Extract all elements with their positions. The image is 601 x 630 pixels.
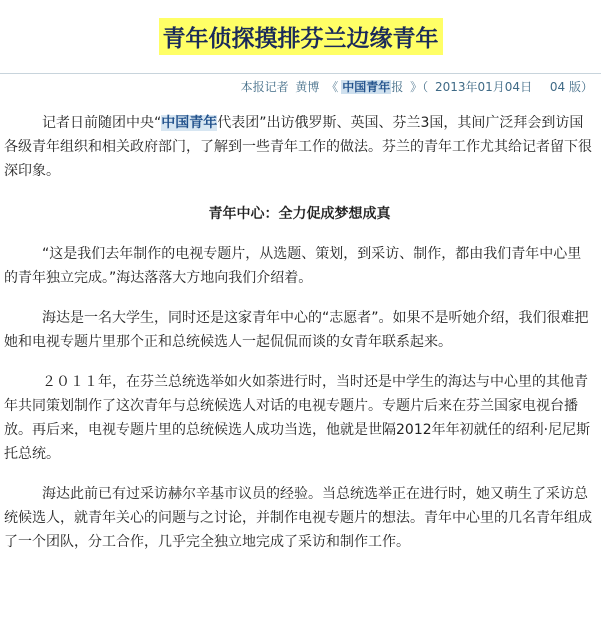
section-subheading: 青年中心：全力促成梦想成真: [208, 206, 391, 222]
article-body: [0, 111, 601, 554]
byline: [0, 73, 601, 97]
paper-open: 《: [326, 80, 339, 94]
reporter-name: 黄博: [295, 80, 320, 94]
title-area: [0, 0, 601, 56]
paper-suffix: 报: [391, 80, 404, 94]
paper-name-link[interactable]: 中国青年: [342, 80, 391, 94]
paragraph-5: 海达此前已有过采访赫尔辛基市议员的经验。当总统选举正在进行时，她又萌生了采访总统候选人，就青年关心的问题与之讨论，并制作电视专题片的想法。青年中心里的几名青年组成了一个团队，分工合作，几乎完全独立地完成了采访和制作工作。: [4, 486, 592, 550]
paragraph-1: 记者日前随团中央“中国青年代表团”出访俄罗斯、英国、芬兰3国，其间广泛拜会到访国各级青年组织和相关政府部门，了解到一些青年工作的做法。芬兰的青年工作尤其给记者留下很深印象。: [4, 115, 592, 179]
article-title: 青年侦探摸排芬兰边缘青年: [159, 18, 443, 55]
paragraph-4: ２０１１年，在芬兰总统选举如火如荼进行时，当时还是中学生的海达与中心里的其他青年共同策划制作了这次青年与总统候选人对话的电视专题片。专题片后来在芬兰国家电视台播放。再后来，电视专题片里的总统候选人成功当选，他就是世隔2012年年初就任的绍利·尼尼斯托总统。: [4, 374, 591, 462]
paper-close: 》（: [410, 80, 429, 94]
reporter-prefix: 本报记者: [240, 80, 289, 94]
paragraph-3: 海达是一名大学生，同时还是这家青年中心的“志愿者”。如果不是听她介绍，我们很难把她和电视专题片里那个正和总统候选人一起侃侃而谈的女青年联系起来。: [4, 310, 589, 350]
paragraph-2: “这是我们去年制作的电视专题片，从选题、策划，到采访、制作，都由我们青年中心里的青年独立完成。”海达落落大方地向我们介绍着。: [4, 246, 582, 286]
highlight-keyword: 中国青年: [161, 115, 218, 131]
page-number: 04 版）: [549, 80, 593, 94]
publish-date: 2013年01月04日: [434, 80, 533, 94]
